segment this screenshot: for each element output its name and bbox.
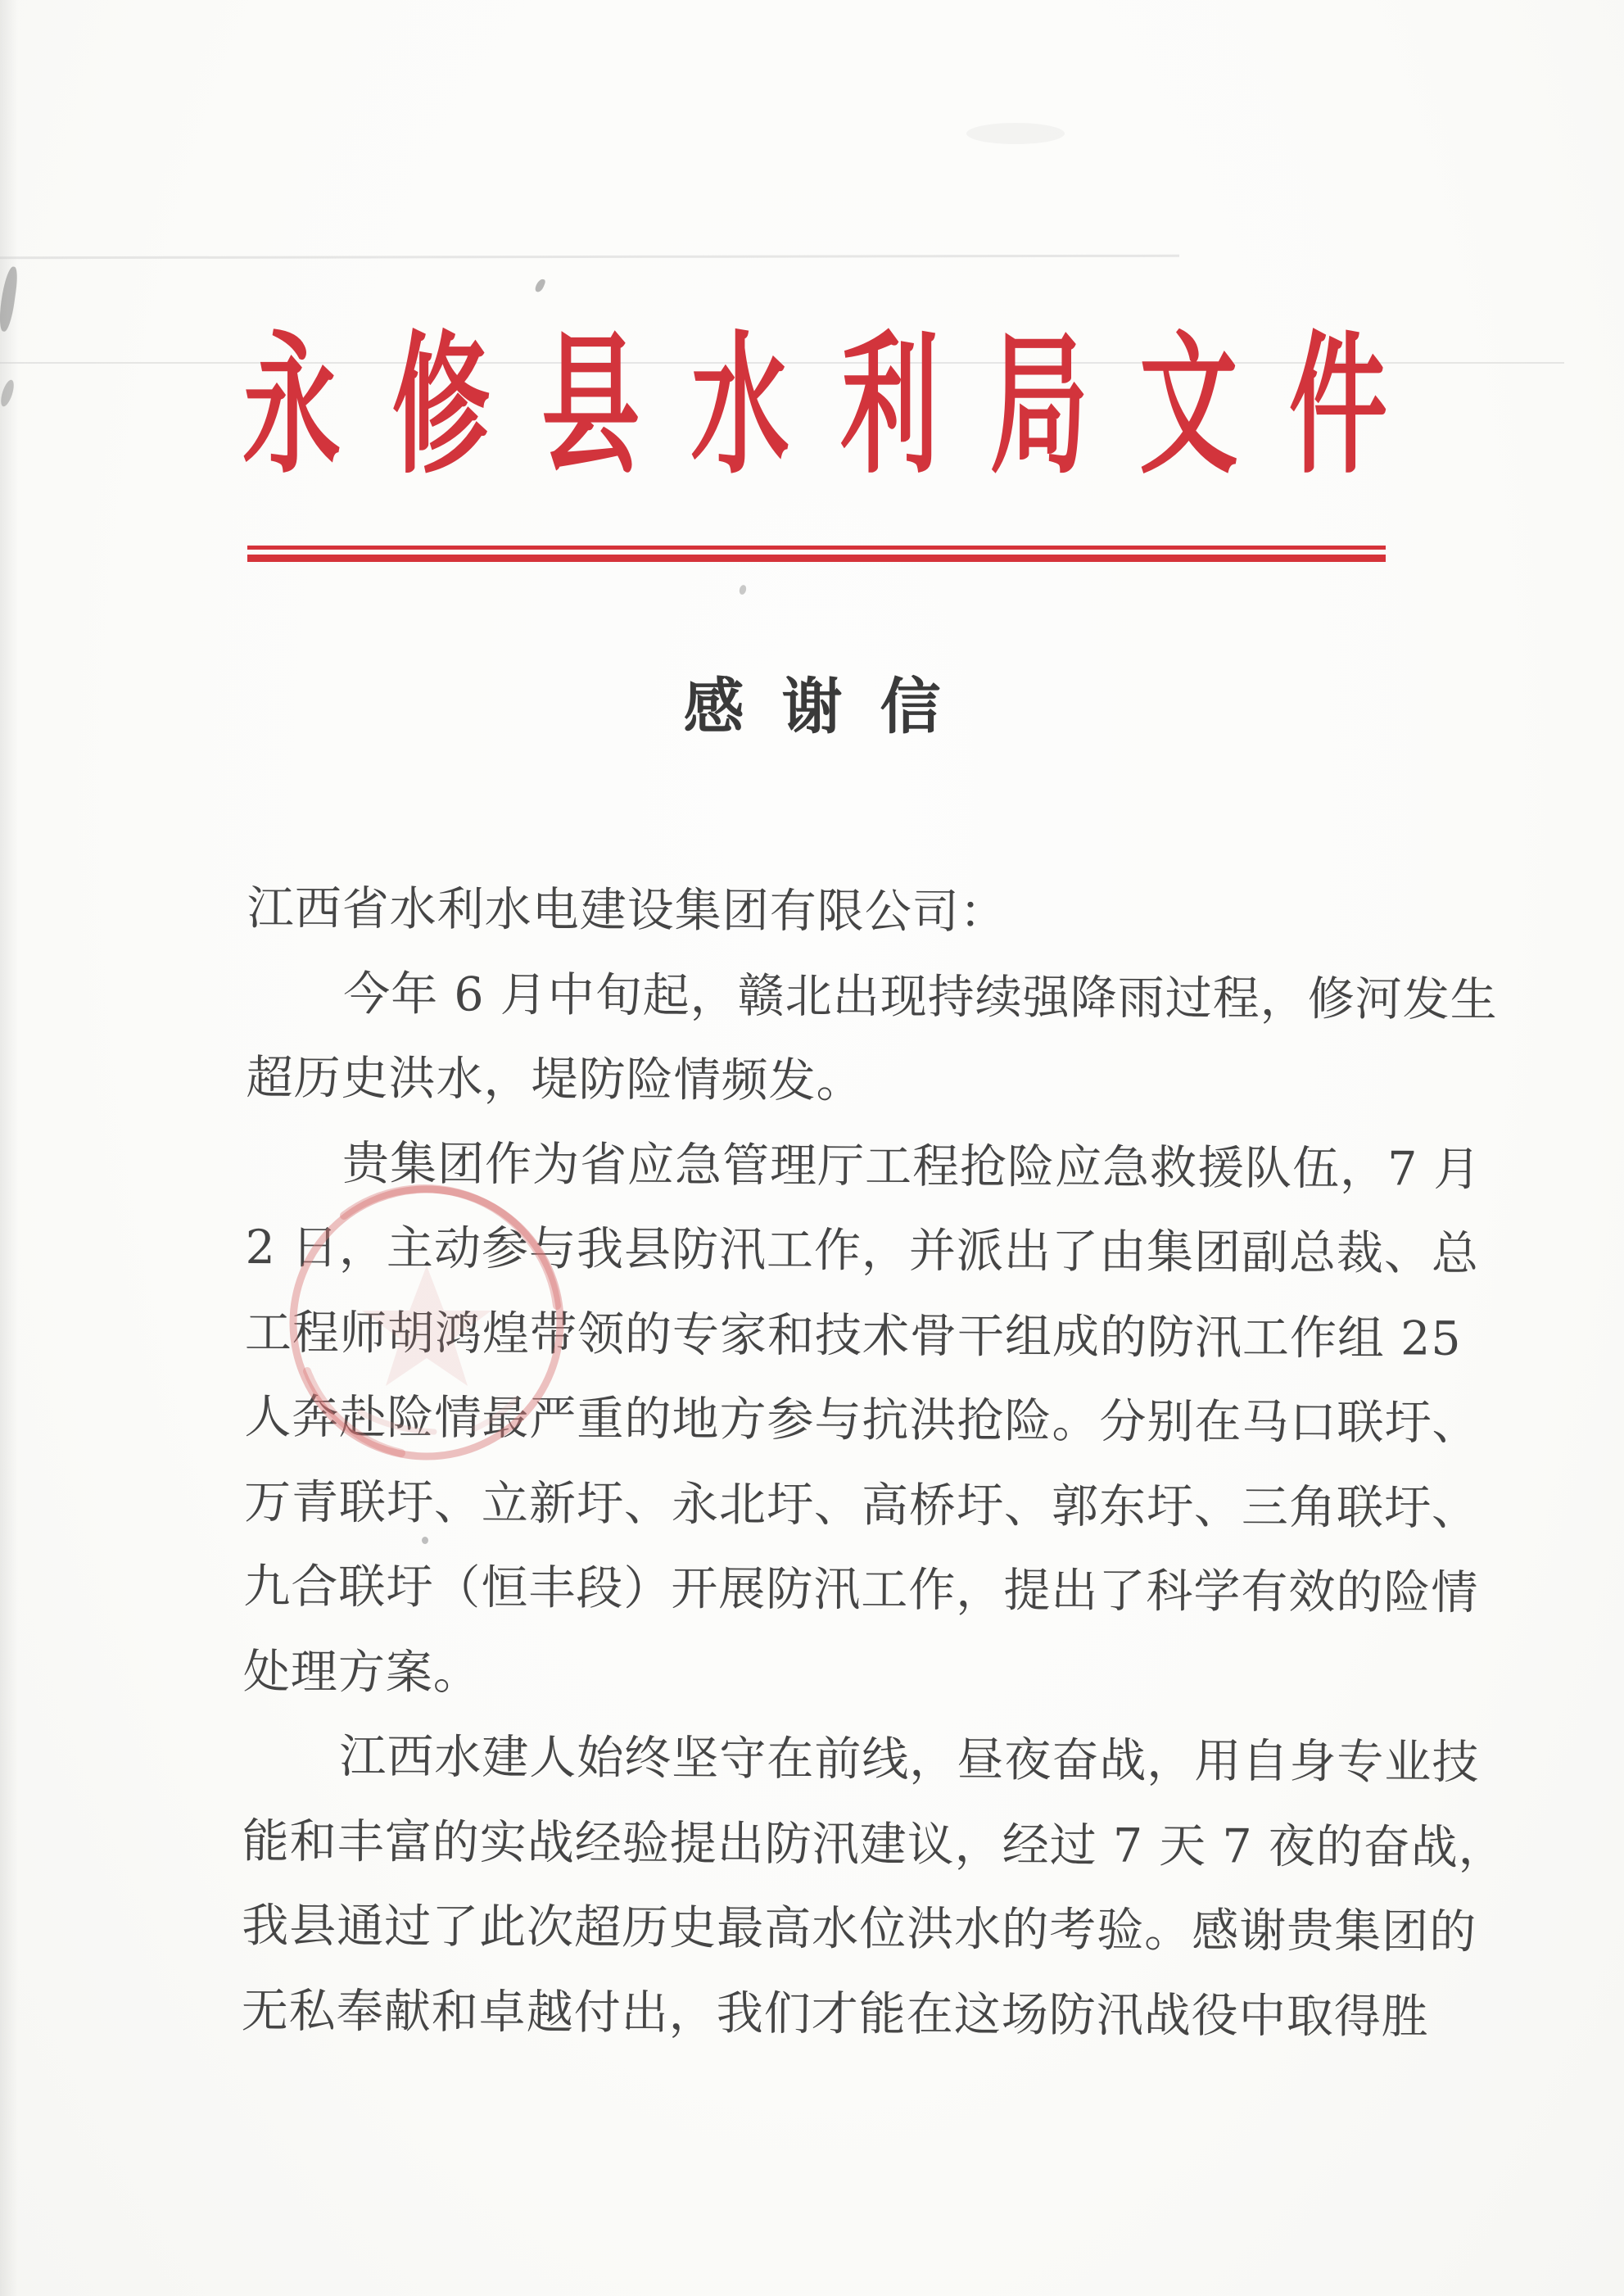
body-line: 九合联圩（恒丰段）开展防汛工作，提出了科学有效的险情: [243, 1559, 1479, 1620]
body-line: 无私奉献和卓越付出，我们才能在这场防汛战役中取得胜: [241, 1983, 1429, 2045]
letterhead-char: 件: [1288, 315, 1387, 496]
body-line: 江西水建人始终坚守在前线，昼夜奋战，用自身专业技: [339, 1729, 1480, 1790]
body-line: 人奔赴险情最严重的地方参与抗洪抢险。分别在马口联圩、: [244, 1389, 1480, 1451]
scan-artifact-edge-mark: [0, 265, 19, 332]
scan-artifact-smudge: [966, 123, 1065, 144]
red-divider-line-thin: [247, 546, 1386, 550]
scan-artifact-speck: [739, 584, 748, 596]
body-line: 贵集团作为省应急管理厅工程抢险应急救援队伍，7 月: [342, 1136, 1482, 1197]
letterhead-char: 修: [391, 315, 491, 496]
body-line: 2 日，主动参与我县防汛工作，并派出了由集团副总裁、总: [245, 1220, 1480, 1281]
body-line: 处理方案。: [242, 1644, 482, 1700]
letterhead-char: 水: [690, 315, 789, 496]
scan-artifact-line: [0, 255, 1179, 260]
body-line: 工程师胡鸿煌带领的专家和技术骨干组成的防汛工作组 25: [244, 1305, 1462, 1366]
scan-artifact-speck: [534, 278, 546, 293]
letterhead-char: 永: [242, 315, 341, 496]
letterhead-char: 文: [1139, 315, 1238, 496]
body-line: 我县通过了此次超历史最高水位洪水的考验。感谢贵集团的: [242, 1898, 1477, 1959]
red-divider-line-thick: [247, 555, 1386, 562]
letterhead-char: 局: [989, 315, 1088, 496]
letter-title: 感谢信: [683, 672, 979, 742]
body-line: 超历史洪水，堤防险情频发。: [246, 1050, 864, 1108]
letterhead-char: 县: [541, 315, 640, 496]
scan-artifact-edge-mark: [0, 378, 16, 408]
letterhead-char: 利: [840, 315, 939, 496]
salutation-line: 江西省水利水电建设集团有限公司：: [247, 881, 1007, 940]
body-line: 万青联圩、立新圩、永北圩、高桥圩、郭东圩、三角联圩、: [243, 1474, 1480, 1536]
letter-body: [241, 867, 1506, 2059]
body-line: 今年 6 月中旬起，赣北出现持续强降雨过程，修河发生: [343, 967, 1498, 1027]
letterhead-title: [242, 315, 1387, 496]
body-line: 能和丰富的实战经验提出防汛建议，经过 7 天 7 夜的奋战，: [242, 1814, 1506, 1875]
